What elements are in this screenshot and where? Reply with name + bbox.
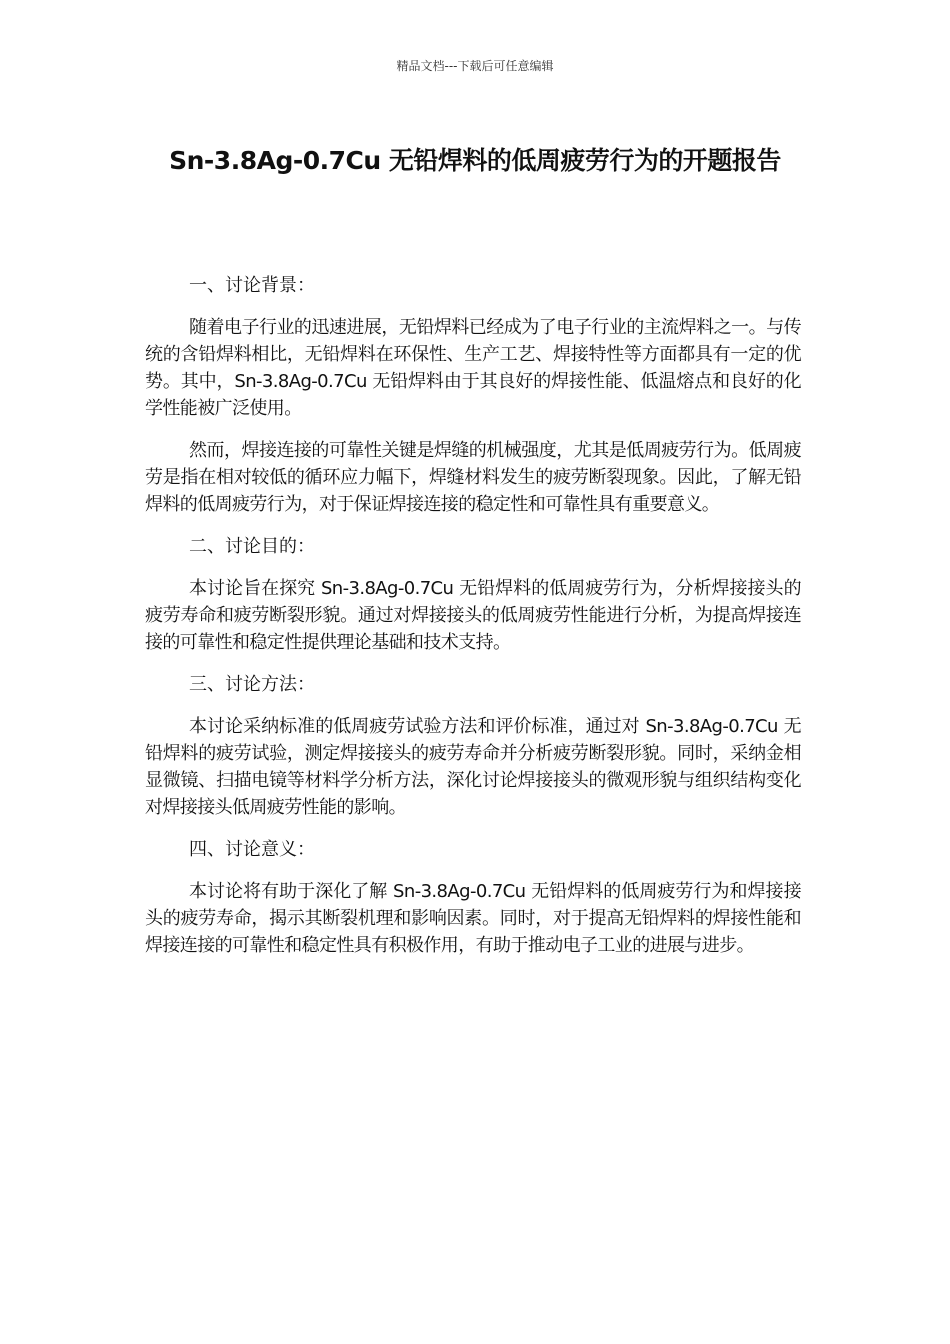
section-method <box>145 671 801 821</box>
paragraph: 然而，焊接连接的可靠性关键是焊缝的机械强度，尤其是低周疲劳行为。低周疲劳是指在相对较低的循环应力幅下，焊缝材料发生的疲劳断裂现象。因此，了解无铅焊料的低周疲劳行为，对于保证焊接连接的稳定性和可靠性具有重要意义。 <box>145 440 801 515</box>
document-title: Sn-3.8Ag-0.7Cu 无铅焊料的低周疲劳行为的开题报告 <box>169 146 781 175</box>
section-heading: 三、讨论方法： <box>189 674 315 695</box>
section-background <box>145 272 801 518</box>
section-heading: 二、讨论目的： <box>189 536 315 557</box>
paragraph: 本讨论采纳标准的低周疲劳试验方法和评价标准，通过对 Sn-3.8Ag-0.7Cu 无铅焊料的疲劳试验，测定焊接接头的疲劳寿命并分析疲劳断裂形貌。同时，采纳金相显微镜、扫描电镜等材料学分析方法，深化讨论焊接接头的微观形貌与组织结构变化对焊接接头低周疲劳性能的影响。 <box>145 716 801 818</box>
section-heading: 一、讨论背景： <box>189 275 315 296</box>
paragraph: 本讨论旨在探究 Sn-3.8Ag-0.7Cu 无铅焊料的低周疲劳行为，分析焊接接头的疲劳寿命和疲劳断裂形貌。通过对焊接接头的低周疲劳性能进行分析，为提高焊接连接的可靠性和稳定性提供理论基础和技术支持。 <box>145 578 801 653</box>
paragraph: 随着电子行业的迅速进展，无铅焊料已经成为了电子行业的主流焊料之一。与传统的含铅焊料相比，无铅焊料在环保性、生产工艺、焊接特性等方面都具有一定的优势。其中，Sn-3.8Ag-0.7Cu 无铅焊料由于其良好的焊接性能、低温熔点和良好的化学性能被广泛使用。 <box>145 317 801 419</box>
section-purpose <box>145 533 801 656</box>
page-header-note: 精品文档---下载后可任意编辑 <box>396 59 554 73</box>
section-significance <box>145 836 801 959</box>
paragraph: 本讨论将有助于深化了解 Sn-3.8Ag-0.7Cu 无铅焊料的低周疲劳行为和焊接接头的疲劳寿命，揭示其断裂机理和影响因素。同时，对于提高无铅焊料的焊接性能和焊接连接的可靠性和稳定性具有积极作用，有助于推动电子工业的进展与进步。 <box>145 881 801 956</box>
document-body <box>145 272 801 974</box>
section-heading: 四、讨论意义： <box>189 839 315 860</box>
